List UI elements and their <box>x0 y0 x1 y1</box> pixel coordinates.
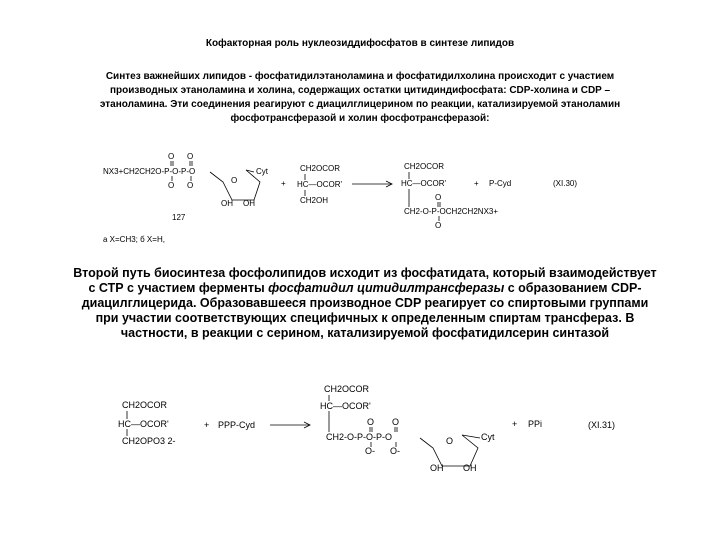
ctp-label: PPP-Cyd <box>218 420 256 430</box>
ribose-ring <box>420 435 478 466</box>
intro-line: производных этаноламина и холина, содержащих остатки цитидиндифосфата: CDP-холина и CDP – <box>109 85 611 96</box>
ribose-ring <box>210 170 260 200</box>
plus-sign: + <box>204 420 210 430</box>
plus-sign: + <box>474 179 479 188</box>
cmp-label: P-Cyd <box>489 179 512 188</box>
equation-number: (XI.31) <box>588 420 616 430</box>
plus-sign: + <box>281 179 286 188</box>
oxygen-anion: O- <box>390 446 400 456</box>
hydroxyl-label: OH <box>463 463 477 473</box>
hydroxyl-label: OH <box>430 463 444 473</box>
oxygen-anion: O- <box>365 446 375 456</box>
cdp-dag-chain: CH2-O-P-O-P-O <box>326 432 392 442</box>
product-hc: HC—OCOR' <box>401 179 447 188</box>
product-phosphate-chain: CH2-O-P-OCH2CH2NX3+ <box>404 207 499 216</box>
oxygen-label: O <box>187 181 194 190</box>
oxygen-label: O <box>392 417 400 427</box>
product-ch2: CH2OCOR <box>404 162 445 171</box>
oxygen-label: O <box>367 417 375 427</box>
diacylglycerol-hc: HC—OCOR' <box>297 180 343 189</box>
hydroxyl-label: OH <box>243 199 255 208</box>
substituent-note: а X=CH3; б X=H, <box>103 235 165 244</box>
compound-number: 127 <box>172 213 186 222</box>
intro-line: фосфотрансферазой и холин фосфотрансферазой: <box>230 113 490 124</box>
page-title: Кофакторная роль нуклеозиддифосфатов в синтезе липидов <box>205 38 515 49</box>
enzyme-name: фосфатидил цитидилтрансферазы <box>268 281 505 295</box>
ring-oxygen: O <box>231 176 238 185</box>
phosphatidate-ch2opo3: CH2OPO3 2- <box>122 436 176 446</box>
body-text: Второй путь биосинтеза фосфолипидов исходит из фосфатидата, который взаимодействует с СТР с участием ферменты <box>73 266 657 295</box>
pyrophosphate-label: PPi <box>528 419 543 429</box>
intro-line: этаноламина. Эти соединения реагируют с диацилглицерином по реакции, катализируемой этаноламин <box>99 99 621 110</box>
plus-sign: + <box>512 419 518 429</box>
phosphatidate-ch2: CH2OCOR <box>122 400 168 410</box>
body-text: с образованием CDP-диацилглицерида. Образовавшееся производное CDP реагирует со спиртовыми группами при участии соответствующих специфичных к определенным спиртам трансфераз. В частности, в реакции с серином, катализируемой фосфатидилсерин синтазой <box>81 281 649 340</box>
oxygen-label: O <box>168 181 175 190</box>
equation-number: (XI.30) <box>553 179 578 188</box>
oxygen-label: O <box>187 152 194 161</box>
cdp-amine-chain: NX3+CH2CH2O-P-O-P-O <box>103 167 196 176</box>
ring-oxygen: O <box>446 436 454 446</box>
oxygen-label: O <box>435 193 442 202</box>
cytidine-label: Cyt <box>481 432 495 442</box>
oxygen-label: O <box>168 152 175 161</box>
hydroxyl-label: OH <box>221 199 233 208</box>
cdp-dag-hc: HC—OCOR' <box>320 401 371 411</box>
intro-line: Синтез важнейших липидов - фосфатидилэтаноламина и фосфатидилхолина происходит с участием <box>105 71 615 82</box>
diacylglycerol-ch2oh: CH2OH <box>300 196 329 205</box>
oxygen-label: O <box>435 221 442 230</box>
diacylglycerol-ch2: CH2OCOR <box>300 164 341 173</box>
cytidine-label: Cyt <box>256 167 268 176</box>
cdp-dag-ch2: CH2OCOR <box>324 384 370 394</box>
phosphatidate-hc: HC—OCOR' <box>118 419 169 429</box>
